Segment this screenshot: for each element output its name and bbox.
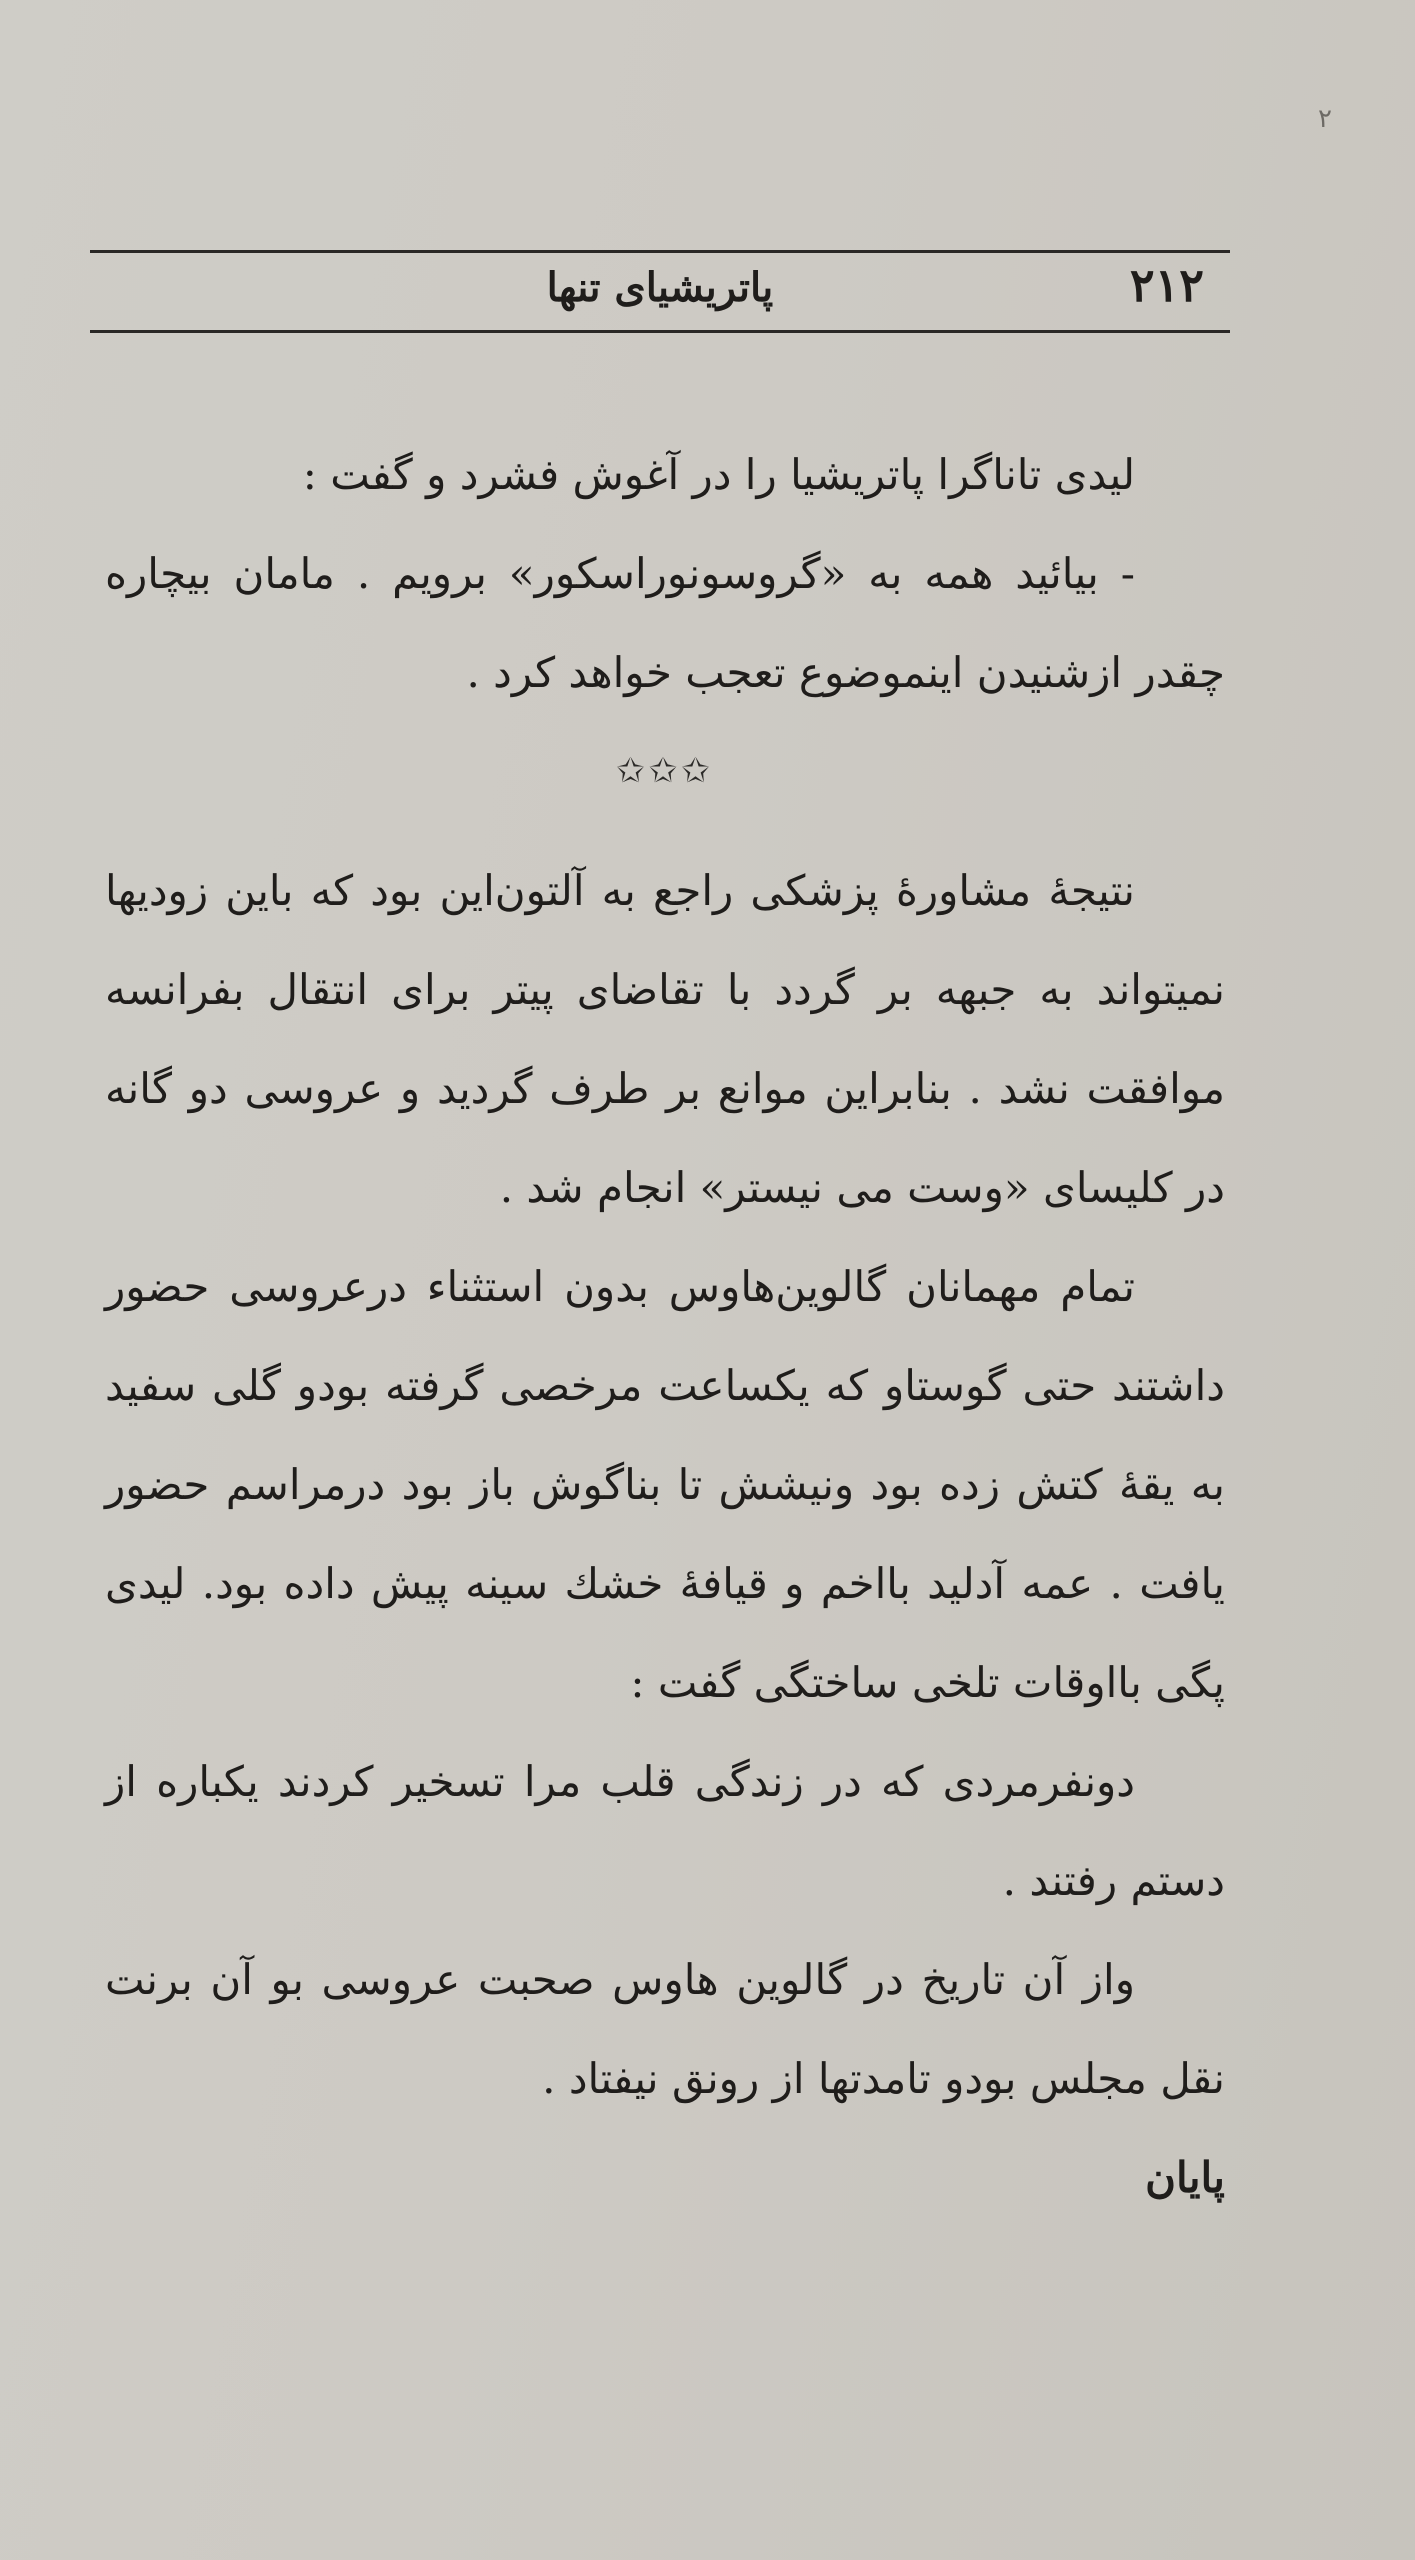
paragraph-6: واز آن تاریخ در گالوین هاوس صحبت عروسی بو آن برنت نقل مجلس بودو تامدتها از رونق نیفتاد . [105,1955,1225,2103]
corner-mark: ٢ [1318,104,1332,134]
the-end: پایان [1145,2153,1225,2202]
paragraph-2: - بیائید همه به «گروسونوراسکور» برویم . مامان بیچاره چقدر ازشنیدن اینموضوع تعجب خواهد کرد . [105,549,1225,697]
header-bottom-rule [90,330,1230,333]
body-text [105,425,1225,2227]
paragraph-1: لیدی تاناگرا پاتریشیا را در آغوش فشرد و گفت : [302,450,1135,499]
running-header [90,258,1230,324]
header-top-rule [90,250,1230,253]
section-break-stars: ✩✩✩ [616,751,714,791]
paragraph-5: دونفرمردی که در زندگی قلب مرا تسخیر کردند یکباره از دستم رفتند . [105,1757,1225,1905]
paragraph-4: تمام مهمانان گالوین‌هاوس بدون استثناء درعروسی حضور داشتند حتی گوستاو که یکساعت مرخصی گرفته بودو گلی سفید به یقهٔ کتش زده بود ونیشش تا بناگوش باز بود درمراسم حضور یافت . عمه آدلید بااخم و قیافهٔ خشك سینه پیش داده بود. لیدی پگی بااوقات تلخی ساختگی گفت : [105,1262,1225,1707]
running-title: پاتریشیای تنها [546,264,774,311]
paragraph-3: نتیجهٔ مشاورهٔ پزشکی راجع به آلتون‌این بود که باین زودیها نمیتواند به جبهه بر گردد با تقاضای پیتر برای انتقال بفرانسه موافقت نشد . بنابراین موانع بر طرف گردید و عروسی دو گانه در کلیسای «وست می نیستر» انجام شد . [105,866,1225,1212]
page-number: ۲۱۲ [1129,258,1204,312]
